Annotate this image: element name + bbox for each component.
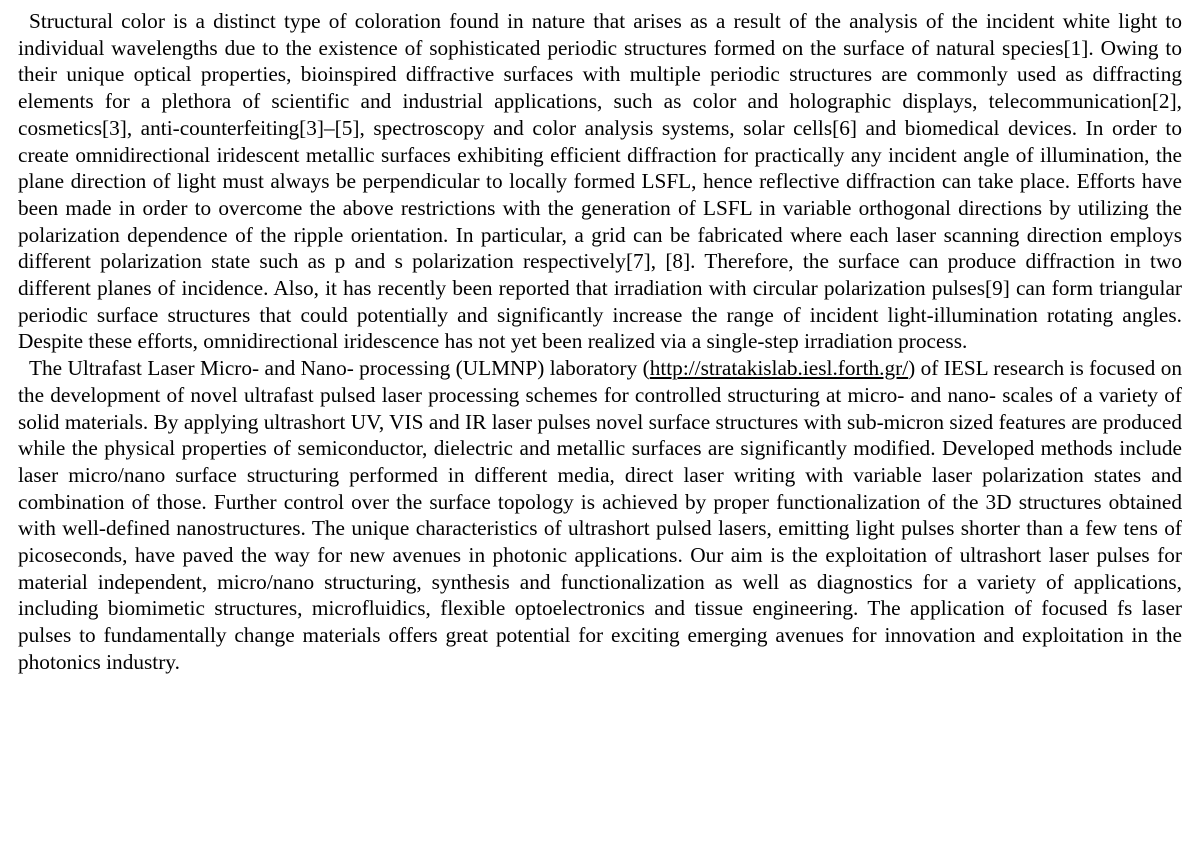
laboratory-website-link[interactable]: http://stratakislab.iesl.forth.gr/ — [649, 356, 909, 381]
paragraph-2-body-text: ) of IESL research is focused on the development of novel ultrafast pulsed laser processing schemes for controlled structuring at micro- and nano- scales of a variety of solid materials. By applying ultrashort UV, VIS and IR laser pulses novel surface structures with sub-micron sized features are produced while the physical properties of semiconductor, dielectric and metallic surfaces are significantly modified. Developed methods include laser micro/nano surface structuring performed in different media, direct laser writing with variable laser polarization states and combination of those. Further control over the surface topology is achieved by proper functionalization of the 3D structures obtained with well-defined nanostructures. The unique characteristics of ultrashort pulsed lasers, emitting light pulses shorter than a few tens of picoseconds, have paved the way for new avenues in photonic applications. Our aim is the exploitation of ultrashort laser pulses for material independent, micro/nano structuring, synthesis and functionalization as well as diagnostics for a variety of applications, including biomimetic structures, microfluidics, flexible optoelectronics and tissue engineering. The application of focused fs laser pulses to fundamentally change materials offers great potential for exciting emerging avenues for innovation and exploitation in the photonics industry. — [18, 356, 1182, 674]
paragraph-2-intro-text: The Ultrafast Laser Micro- and Nano- processing (ULMNP) laboratory ( — [29, 356, 650, 381]
paragraph-structural-color: Structural color is a distinct type of coloration found in nature that arises as a result of the analysis of the incident white light to individual wavelengths due to the existence of sophisticated periodic structures formed on the surface of natural species[1]. Owing to their unique optical properties, bioinspired diffractive surfaces with multiple periodic structures are commonly used as diffracting elements for a plethora of scientific and industrial applications, such as color and holographic displays, telecommunication[2], cosmetics[3], anti-counterfeiting[3]–[5], spectroscopy and color analysis systems, solar cells[6] and biomedical devices. In order to create omnidirectional iridescent metallic surfaces exhibiting efficient diffraction for practically any incident angle of illumination, the plane direction of light must always be perpendicular to locally formed LSFL, hence reflective diffraction can take place. Efforts have been made in order to overcome the above restrictions with the generation of LSFL in variable orthogonal directions by utilizing the polarization dependence of the ripple orientation. In particular, a grid can be fabricated where each laser scanning direction employs different polarization state such as p and s polarization respectively[7], [8]. Therefore, the surface can produce diffraction in two different planes of incidence. Also, it has recently been reported that irradiation with circular polarization pulses[9] can form triangular periodic surface structures that could potentially and significantly increase the range of incident light-illumination rotating angles. Despite these efforts, omnidirectional iridescence has not yet been realized via a single-step irradiation process. — [18, 9, 1182, 354]
paragraph-ulmnp-laboratory — [18, 355, 1182, 675]
